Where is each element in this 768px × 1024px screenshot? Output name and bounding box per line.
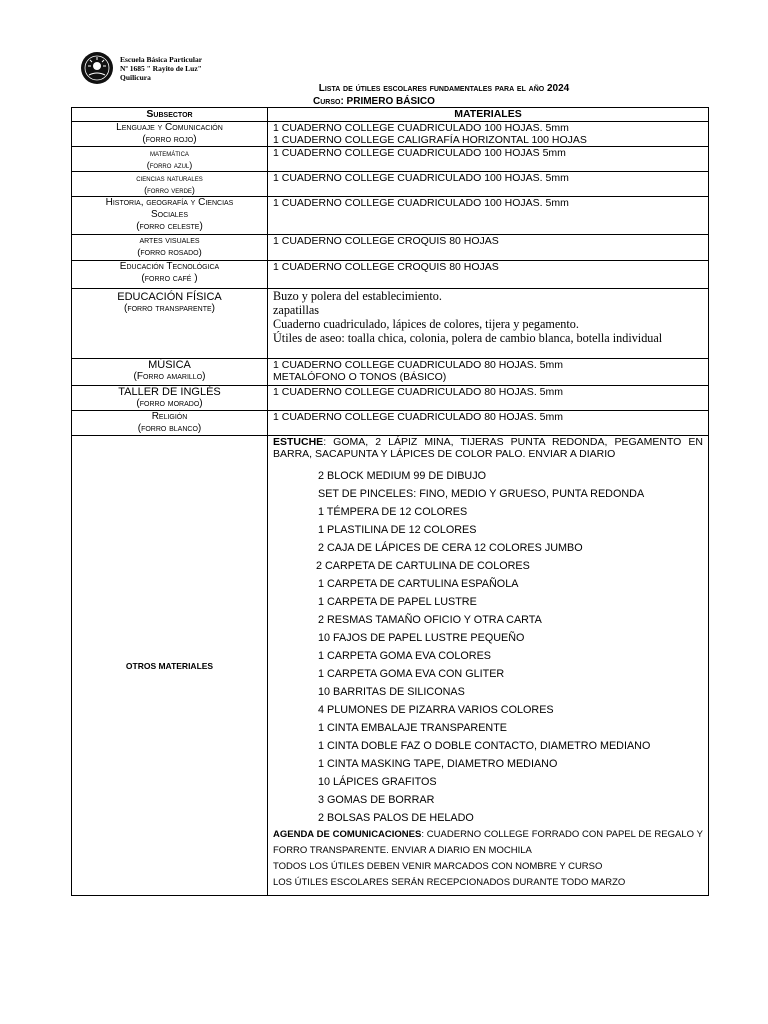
- subject-name: ciencias naturales: [136, 173, 203, 183]
- supplies-table: [71, 107, 709, 896]
- subject-name: Religión: [151, 411, 188, 422]
- subject-name: TALLER DE INGLÉS: [118, 386, 221, 398]
- estuche-paragraph: [273, 436, 703, 460]
- material-item: Buzo y polera del establecimiento.: [273, 289, 442, 303]
- list-item: 1 CARPETA DE CARTULINA ESPAÑOLA: [318, 578, 519, 590]
- course-value: PRIMERO BÁSICO: [343, 96, 435, 107]
- subject-name: MÚSICA: [148, 359, 191, 371]
- list-item: 1 CARPETA GOMA EVA COLORES: [318, 650, 492, 662]
- materials-cell: [268, 122, 709, 147]
- subject-name: Lenguaje y Comunicación: [116, 122, 223, 133]
- materials-cell: [268, 172, 709, 197]
- table-row: [72, 386, 709, 411]
- list-item: 2 CARPETA DE CARTULINA DE COLORES: [316, 560, 530, 572]
- otros-materiales-row: [72, 436, 709, 896]
- subject-cell: [72, 411, 268, 436]
- subject-cell: [72, 172, 268, 197]
- subject-cover: (forro transparente): [124, 303, 215, 314]
- subject-column-header: Subsector: [72, 108, 268, 122]
- estuche-label: ESTUCHE: [273, 436, 324, 448]
- school-name-line1: Escuela Básica Particular: [120, 54, 203, 64]
- material-item: 1 CUADERNO COLLEGE CUADRICULADO 80 HOJAS. 5mm: [273, 359, 563, 371]
- subject-name: Educación Tecnológica: [119, 261, 220, 272]
- subject-name: EDUCACIÓN FÍSICA: [117, 291, 222, 303]
- materials-cell: [268, 197, 709, 235]
- list-item: 3 GOMAS DE BORRAR: [318, 794, 435, 806]
- subject-cover: (forro verde): [144, 185, 195, 195]
- material-item: 1 CUADERNO COLLEGE CALIGRAFÍA HORIZONTAL 100 HOJAS: [273, 134, 587, 146]
- material-item: 1 CUADERNO COLLEGE CUADRICULADO 80 HOJAS. 5mm: [273, 411, 563, 423]
- school-name-line3: Quilicura: [120, 72, 151, 82]
- material-item: 1 CUADERNO COLLEGE CUADRICULADO 80 HOJAS. 5mm: [273, 386, 563, 398]
- subject-cell: [72, 261, 268, 289]
- list-item: 10 LÁPICES GRAFITOS: [318, 776, 437, 788]
- table-row: [72, 147, 709, 172]
- otros-materiales-label: OTROS MATERIALES: [72, 436, 268, 896]
- materials-cell: [268, 235, 709, 261]
- material-item: Útiles de aseo: toalla chica, colonia, polera de cambio blanca, botella individual: [273, 331, 663, 345]
- course-title: [313, 96, 435, 107]
- subject-cell: [72, 197, 268, 235]
- list-item: 2 RESMAS TAMAÑO OFICIO Y OTRA CARTA: [318, 614, 542, 626]
- material-item: 1 CUADERNO COLLEGE CUADRICULADO 100 HOJAS 5mm: [273, 147, 566, 159]
- subject-cell: [72, 147, 268, 172]
- list-item: 2 BOLSAS PALOS DE HELADO: [318, 812, 474, 824]
- table-row: [72, 122, 709, 147]
- material-item: Cuaderno cuadriculado, lápices de colores, tijera y pegamento.: [273, 317, 579, 331]
- materials-column-header: MATERIALES: [268, 108, 709, 122]
- subject-cover: (forro rojo): [142, 134, 197, 145]
- table-row: [72, 411, 709, 436]
- subject-cover: (forro morado): [136, 398, 203, 409]
- table-row: [72, 359, 709, 386]
- school-name-line2: Nº 1685 " Rayito de Luz": [120, 63, 202, 73]
- subject-cover: (forro celeste): [136, 221, 203, 232]
- otros-items-list: [273, 467, 703, 827]
- material-item: 1 CUADERNO COLLEGE CUADRICULADO 100 HOJAS. 5mm: [273, 172, 569, 184]
- subject-cover: (forro azul): [146, 160, 193, 170]
- materials-cell: [268, 386, 709, 411]
- material-item: 1 CUADERNO COLLEGE CUADRICULADO 100 HOJAS. 5mm: [273, 122, 569, 134]
- materials-cell: [268, 147, 709, 172]
- note-marked-items: TODOS LOS ÚTILES DEBEN VENIR MARCADOS CON NOMBRE Y CURSO: [273, 861, 603, 872]
- material-item: 1 CUADERNO COLLEGE CUADRICULADO 100 HOJAS. 5mm: [273, 197, 569, 209]
- list-item: 1 CARPETA GOMA EVA CON GLITER: [318, 668, 505, 680]
- subject-name-cont: Sociales: [150, 209, 188, 220]
- list-item: 1 CINTA DOBLE FAZ O DOBLE CONTACTO, DIAMETRO MEDIANO: [318, 740, 651, 752]
- school-name: [120, 55, 202, 82]
- note-reception: LOS ÚTILES ESCOLARES SERÁN RECEPCIONADOS DURANTE TODO MARZO: [273, 877, 626, 888]
- subject-cover: (Forro amarillo): [133, 371, 206, 382]
- material-item: 1 CUADERNO COLLEGE CROQUIS 80 HOJAS: [273, 261, 499, 273]
- materials-cell: [268, 289, 709, 359]
- otros-materiales-cell: [268, 436, 709, 896]
- subject-cover: (forro rosado): [137, 247, 202, 258]
- subject-cell: [72, 289, 268, 359]
- materials-cell: [268, 261, 709, 289]
- list-item: 1 PLASTILINA DE 12 COLORES: [318, 524, 477, 536]
- list-item: 2 BLOCK MEDIUM 99 DE DIBUJO: [318, 470, 486, 482]
- course-label: Curso:: [313, 96, 344, 107]
- subject-cell: [72, 386, 268, 411]
- subject-name: Historia, geografía y Ciencias: [105, 197, 234, 208]
- agenda-text: : CUADERNO COLLEGE FORRADO CON PAPEL DE REGALO Y FORRO TRANSPARENTE. ENVIAR A DIARIO EN MOCHILA: [273, 829, 703, 856]
- subject-name: artes visuales: [139, 235, 200, 246]
- estuche-text: : GOMA, 2 LÁPIZ MINA, TIJERAS PUNTA REDONDA, PEGAMENTO EN BARRA, SACAPUNTA Y LÁPICES DE COLOR PALO. ENVIAR A DIARIO: [273, 436, 703, 460]
- school-logo: [80, 50, 214, 86]
- table-row: [72, 289, 709, 359]
- table-row: [72, 235, 709, 261]
- list-item: 1 CINTA MASKING TAPE, DIAMETRO MEDIANO: [318, 758, 558, 770]
- subject-name: matemática: [150, 148, 189, 158]
- table-row: [72, 197, 709, 235]
- list-item: 10 FAJOS DE PAPEL LUSTRE PEQUEÑO: [318, 632, 525, 644]
- subject-cell: [72, 122, 268, 147]
- list-item: 1 CINTA EMBALAJE TRANSPARENTE: [318, 722, 507, 734]
- agenda-label: AGENDA DE COMUNICACIONES: [273, 829, 422, 840]
- material-item: METALÓFONO O TONOS (BÁSICO): [273, 371, 447, 383]
- page-title: Lista de útiles escolares fundamentales para el año 2024: [318, 83, 570, 94]
- list-item: 1 TÉMPERA DE 12 COLORES: [318, 506, 468, 518]
- list-item: 2 CAJA DE LÁPICES DE CERA 12 COLORES JUMBO: [318, 542, 583, 554]
- subject-cell: [72, 235, 268, 261]
- school-seal-icon: [80, 51, 114, 85]
- list-item: 4 PLUMONES DE PIZARRA VARIOS COLORES: [318, 704, 554, 716]
- list-item: 10 BARRITAS DE SILICONAS: [318, 686, 465, 698]
- material-item: zapatillas: [273, 303, 320, 317]
- subject-cover: (forro café ): [141, 273, 198, 284]
- subject-cover: (forro blanco): [137, 423, 202, 434]
- table-row: [72, 261, 709, 289]
- list-item: SET DE PINCELES: FINO, MEDIO Y GRUESO, PUNTA REDONDA: [318, 488, 645, 500]
- table-header-row: [72, 108, 709, 122]
- materials-cell: [268, 359, 709, 386]
- material-item: 1 CUADERNO COLLEGE CROQUIS 80 HOJAS: [273, 235, 499, 247]
- table-row: [72, 172, 709, 197]
- materials-cell: [268, 411, 709, 436]
- list-item: 1 CARPETA DE PAPEL LUSTRE: [318, 596, 477, 608]
- agenda-paragraph: [273, 827, 703, 859]
- subject-cell: [72, 359, 268, 386]
